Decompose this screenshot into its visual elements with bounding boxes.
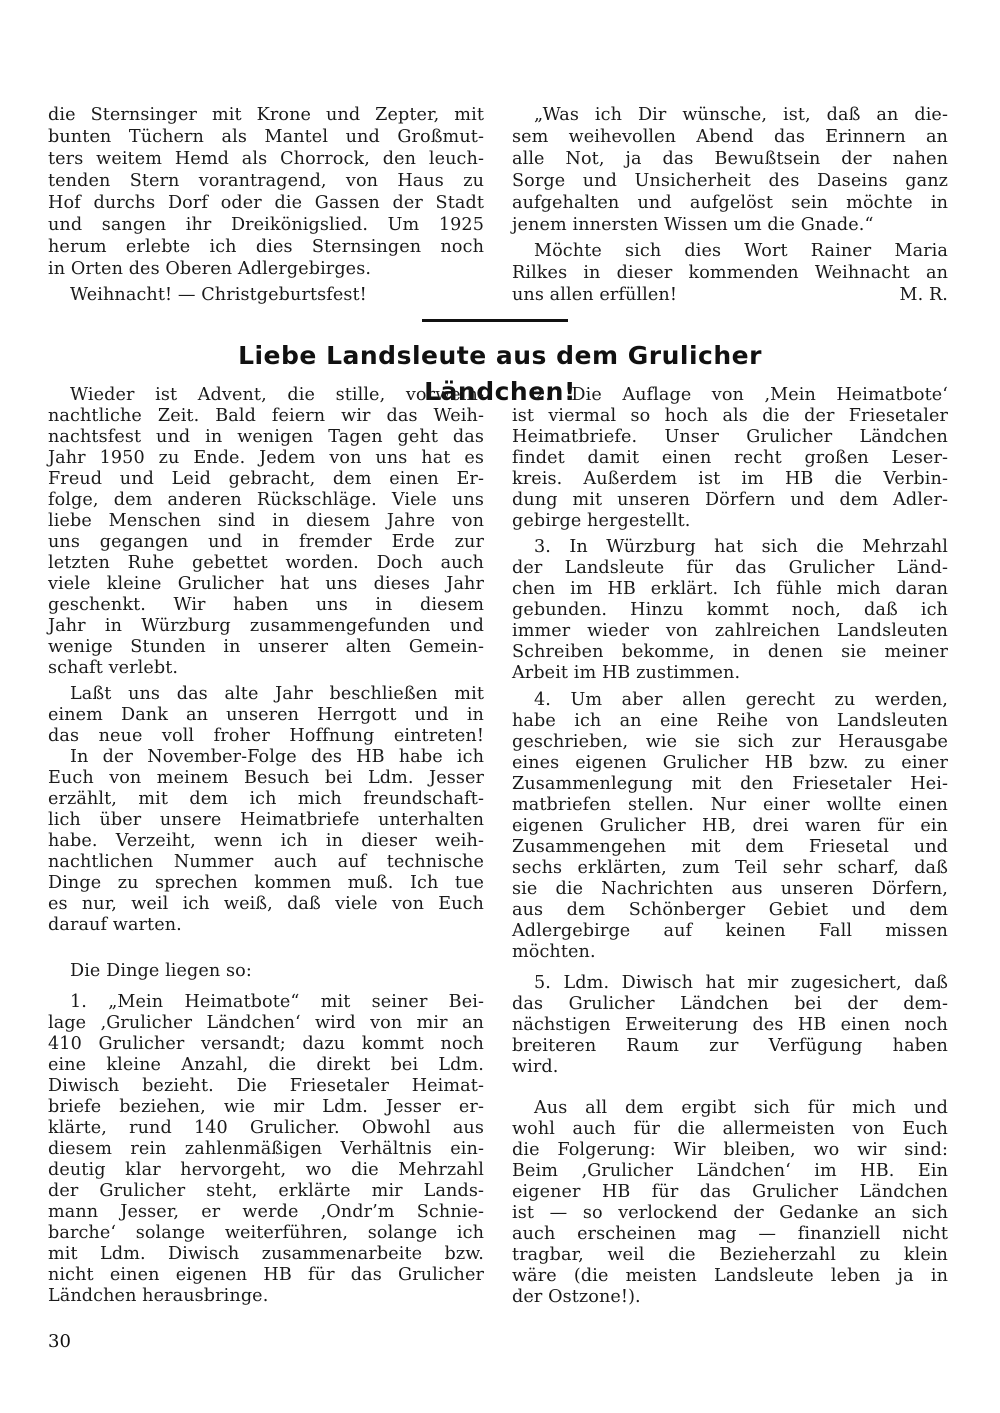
text-line: wenige Stunden in unserer alten Gemein- bbox=[48, 637, 484, 657]
text-line: der Landsleute für das Grulicher Länd- bbox=[512, 558, 948, 578]
text-line: eines eigenen Grulicher HB bzw. zu einer bbox=[512, 753, 948, 773]
text-line: uns allen erfüllen! bbox=[512, 285, 677, 305]
text-line: lage ‚Grulicher Ländchen‘ wird von mir an bbox=[48, 1013, 484, 1033]
text-line: sie die Nachrichten aus unseren Dörfern, bbox=[512, 879, 948, 899]
text-line: Arbeit im HB zustimmen. bbox=[512, 663, 741, 683]
text-line: 1. „Mein Heimatbote“ mit seiner Bei- bbox=[70, 992, 484, 1012]
text-line: folge, dem anderen Rückschläge. Viele uns bbox=[48, 490, 484, 510]
text-line: Schreiben bekomme, in denen sie meiner bbox=[512, 642, 948, 662]
text-line: der Ostzone!). bbox=[512, 1287, 641, 1307]
text-line: sechs erklärten, zum Teil sehr scharf, daß bbox=[512, 858, 948, 878]
text-line: letzten Ruhe gebettet worden. Doch auch bbox=[48, 553, 484, 573]
text-line: Heimatbriefe. Unser Grulicher Ländchen bbox=[512, 427, 948, 447]
text-line: uns gegangen und in fremder Erde zur bbox=[48, 532, 484, 552]
text-line: Möchte sich dies Wort Rainer Maria bbox=[534, 241, 948, 261]
text-line: Laßt uns das alte Jahr beschließen mit bbox=[70, 684, 484, 704]
text-line: Beim ‚Grulicher Ländchen‘ im HB. Ein bbox=[512, 1161, 948, 1181]
text-line: ters weitem Hemd als Chorrock, den leuch- bbox=[48, 149, 484, 169]
text-line: in Orten des Oberen Adlergebirges. bbox=[48, 259, 372, 279]
text-line: habe. Verzeiht, wenn ich in dieser weih- bbox=[48, 831, 484, 851]
quote-line: Sorge und Unsicherheit des Daseins ganz bbox=[512, 171, 948, 191]
text-line: Freud und Leid gebracht, dem einen Er- bbox=[48, 469, 484, 489]
text-line: mit Ldm. Diwisch zusammenarbeite bzw. bbox=[48, 1244, 484, 1264]
text-line: habe ich an eine Reihe von Landsleuten bbox=[512, 711, 948, 731]
text-line: Euch von meinem Besuch bei Ldm. Jesser bbox=[48, 768, 484, 788]
quote-line: aufgehalten und aufgelöst sein möchte in bbox=[512, 193, 948, 213]
text-line: wird. bbox=[512, 1057, 559, 1077]
text-line: erzählt, mit dem ich mich freundschaft- bbox=[48, 789, 484, 809]
text-line: barche‘ solange weiterführen, solange ich bbox=[48, 1223, 484, 1243]
text-line: Rilkes in dieser kommenden Weihnacht an bbox=[512, 263, 948, 283]
text-line: geschrieben, wie sie sich zur Herausgabe bbox=[512, 732, 948, 752]
text-line: deutig klar hervorgeht, wo die Mehrzahl bbox=[48, 1160, 484, 1180]
text-line: viele kleine Grulicher hat uns dieses Jahr bbox=[48, 574, 484, 594]
quote-line: jenem innersten Wissen um die Gnade.“ bbox=[512, 215, 874, 235]
text-line: 5. Ldm. Diwisch hat mir zugesichert, daß bbox=[534, 973, 948, 993]
text-line: Adlergebirge auf keinen Fall missen bbox=[512, 921, 948, 941]
text-line: kreis. Außerdem ist im HB die Verbin- bbox=[512, 469, 948, 489]
text-line: Jahr in Würzburg zusammengefunden und bbox=[48, 616, 484, 636]
text-line: Jahr 1950 zu Ende. Jedem von uns hat es bbox=[48, 448, 484, 468]
text-line: einem Dank an unseren Herrgott und in bbox=[48, 705, 484, 725]
text-line: lich über unsere Heimatbriefe unterhalten bbox=[48, 810, 484, 830]
text-line: briefe beziehen, wie mir Ldm. Jesser er- bbox=[48, 1097, 484, 1117]
text-line: immer wieder von zahlreichen Landsleuten bbox=[512, 621, 948, 641]
text-line: bunten Tüchern als Mantel und Großmut- bbox=[48, 127, 484, 147]
text-line: nachtliche Zeit. Bald feiern wir das Weih- bbox=[48, 406, 484, 426]
text-line: es nur, weil ich weiß, daß viele von Euch bbox=[48, 894, 484, 914]
text-line: aus dem Schönberger Gebiet und dem bbox=[512, 900, 948, 920]
quote-line: „Was ich Dir wünsche, ist, daß an die- bbox=[534, 105, 948, 125]
text-line: eine kleine Anzahl, die direkt bei Ldm. bbox=[48, 1055, 484, 1075]
article-left-column bbox=[48, 384, 484, 1324]
text-line: In der November-Folge des HB habe ich bbox=[70, 747, 484, 767]
quote-line: alle Not, ja das Bewußtsein der nahen bbox=[512, 149, 948, 169]
section-divider bbox=[422, 319, 568, 322]
text-line: Dinge zu sprechen kommen muß. Ich tue bbox=[48, 873, 484, 893]
signature: M. R. bbox=[899, 285, 948, 305]
text-line: die Folgerung: Wir bleiben, wo wir sind: bbox=[512, 1140, 948, 1160]
text-line: herum erlebte ich dies Sternsingen noch bbox=[48, 237, 484, 257]
article-heading: Liebe Landsleute aus dem Grulicher Ländchen! bbox=[238, 341, 762, 406]
text-line: wohl auch für die allermeisten von Euch bbox=[512, 1119, 948, 1139]
text-line: und sangen ihr Dreikönigslied. Um 1925 bbox=[48, 215, 484, 235]
text-line: Weihnacht! — Christgeburtsfest! bbox=[70, 285, 367, 305]
text-line: Hof durchs Dorf oder die Gassen der Stadt bbox=[48, 193, 484, 213]
article-right-column bbox=[512, 384, 948, 1324]
text-line: mann Jesser, er werde ‚Ondr’m Schnie- bbox=[48, 1202, 484, 1222]
text-line: Ländchen herausbringe. bbox=[48, 1286, 269, 1306]
text-line: nicht einen eigenen HB für das Grulicher bbox=[48, 1265, 484, 1285]
text-line: liebe Menschen sind in diesem Jahre von bbox=[48, 511, 484, 531]
text-line: schaft verlebt. bbox=[48, 658, 179, 678]
text-line: Wieder ist Advent, die stille, vorweih- bbox=[70, 385, 484, 405]
quote-line: sem weihevollen Abend das Erinnern an bbox=[512, 127, 948, 147]
text-line: tragbar, weil die Bezieherzahl zu klein bbox=[512, 1245, 948, 1265]
text-line: Zusammengehen mit dem Friesetal und bbox=[512, 837, 948, 857]
text-line: chen im HB erklärt. Ich fühle mich daran bbox=[512, 579, 948, 599]
top-left-column bbox=[48, 104, 484, 304]
text-line: eigener HB für das Grulicher Ländchen bbox=[512, 1182, 948, 1202]
text-line: nächstigen Erweiterung des HB einen noch bbox=[512, 1015, 948, 1035]
text-line: matbriefen stellen. Nur einer wollte einen bbox=[512, 795, 948, 815]
text-line: geschenkt. Wir haben uns in diesem bbox=[48, 595, 484, 615]
text-line: auch erscheinen mag — finanziell nicht bbox=[512, 1224, 948, 1244]
text-line: findet damit einen recht großen Leser- bbox=[512, 448, 948, 468]
text-line: diesem rein zahlenmäßigen Verhältnis ein- bbox=[48, 1139, 484, 1159]
text-line: Aus all dem ergibt sich für mich und bbox=[534, 1098, 948, 1118]
text-line: 2. Die Auflage von ‚Mein Heimatbote‘ bbox=[534, 385, 948, 405]
text-line: das Grulicher Ländchen bei der dem- bbox=[512, 994, 948, 1014]
text-line: Diwisch bezieht. Die Friesetaler Heimat- bbox=[48, 1076, 484, 1096]
text-line: ist viermal so hoch als die der Friesetaler bbox=[512, 406, 948, 426]
text-line: ist — so verlockend der Gedanke an sich bbox=[512, 1203, 948, 1223]
text-line: nachtsfest und in wenigen Tagen geht das bbox=[48, 427, 484, 447]
text-line: 3. In Würzburg hat sich die Mehrzahl bbox=[534, 537, 948, 557]
text-line: die Sternsinger mit Krone und Zepter, mit bbox=[48, 105, 484, 125]
text-line: 410 Grulicher versandt; dazu kommt noch bbox=[48, 1034, 484, 1054]
text-line: Zusammenlegung mit den Friesetaler Hei- bbox=[512, 774, 948, 794]
text-line: breiteren Raum zur Verfügung haben bbox=[512, 1036, 948, 1056]
text-line: möchten. bbox=[512, 942, 596, 962]
text-line: gebunden. Hinzu kommt noch, daß ich bbox=[512, 600, 948, 620]
text-line: nachtlichen Nummer auch auf technische bbox=[48, 852, 484, 872]
top-right-column bbox=[512, 104, 948, 304]
text-line: wäre (die meisten Landsleute leben ja in bbox=[512, 1266, 948, 1286]
text-line: 4. Um aber allen gerecht zu werden, bbox=[534, 690, 948, 710]
text-line: das neue voll froher Hoffnung eintreten! bbox=[48, 726, 484, 746]
text-line: klärte, rund 140 Grulicher. Obwohl aus bbox=[48, 1118, 484, 1138]
text-line: dung mit unseren Dörfern und dem Adler- bbox=[512, 490, 948, 510]
text-line: der Grulicher steht, erklärte mir Lands- bbox=[48, 1181, 484, 1201]
text-line: gebirge hergestellt. bbox=[512, 511, 691, 531]
text-line: darauf warten. bbox=[48, 915, 182, 935]
text-line: eigenen Grulicher HB, drei waren für ein bbox=[512, 816, 948, 836]
text-line: Die Dinge liegen so: bbox=[70, 961, 252, 981]
text-line: tenden Stern vorantragend, von Haus zu bbox=[48, 171, 484, 191]
page-number: 30 bbox=[48, 1331, 71, 1352]
